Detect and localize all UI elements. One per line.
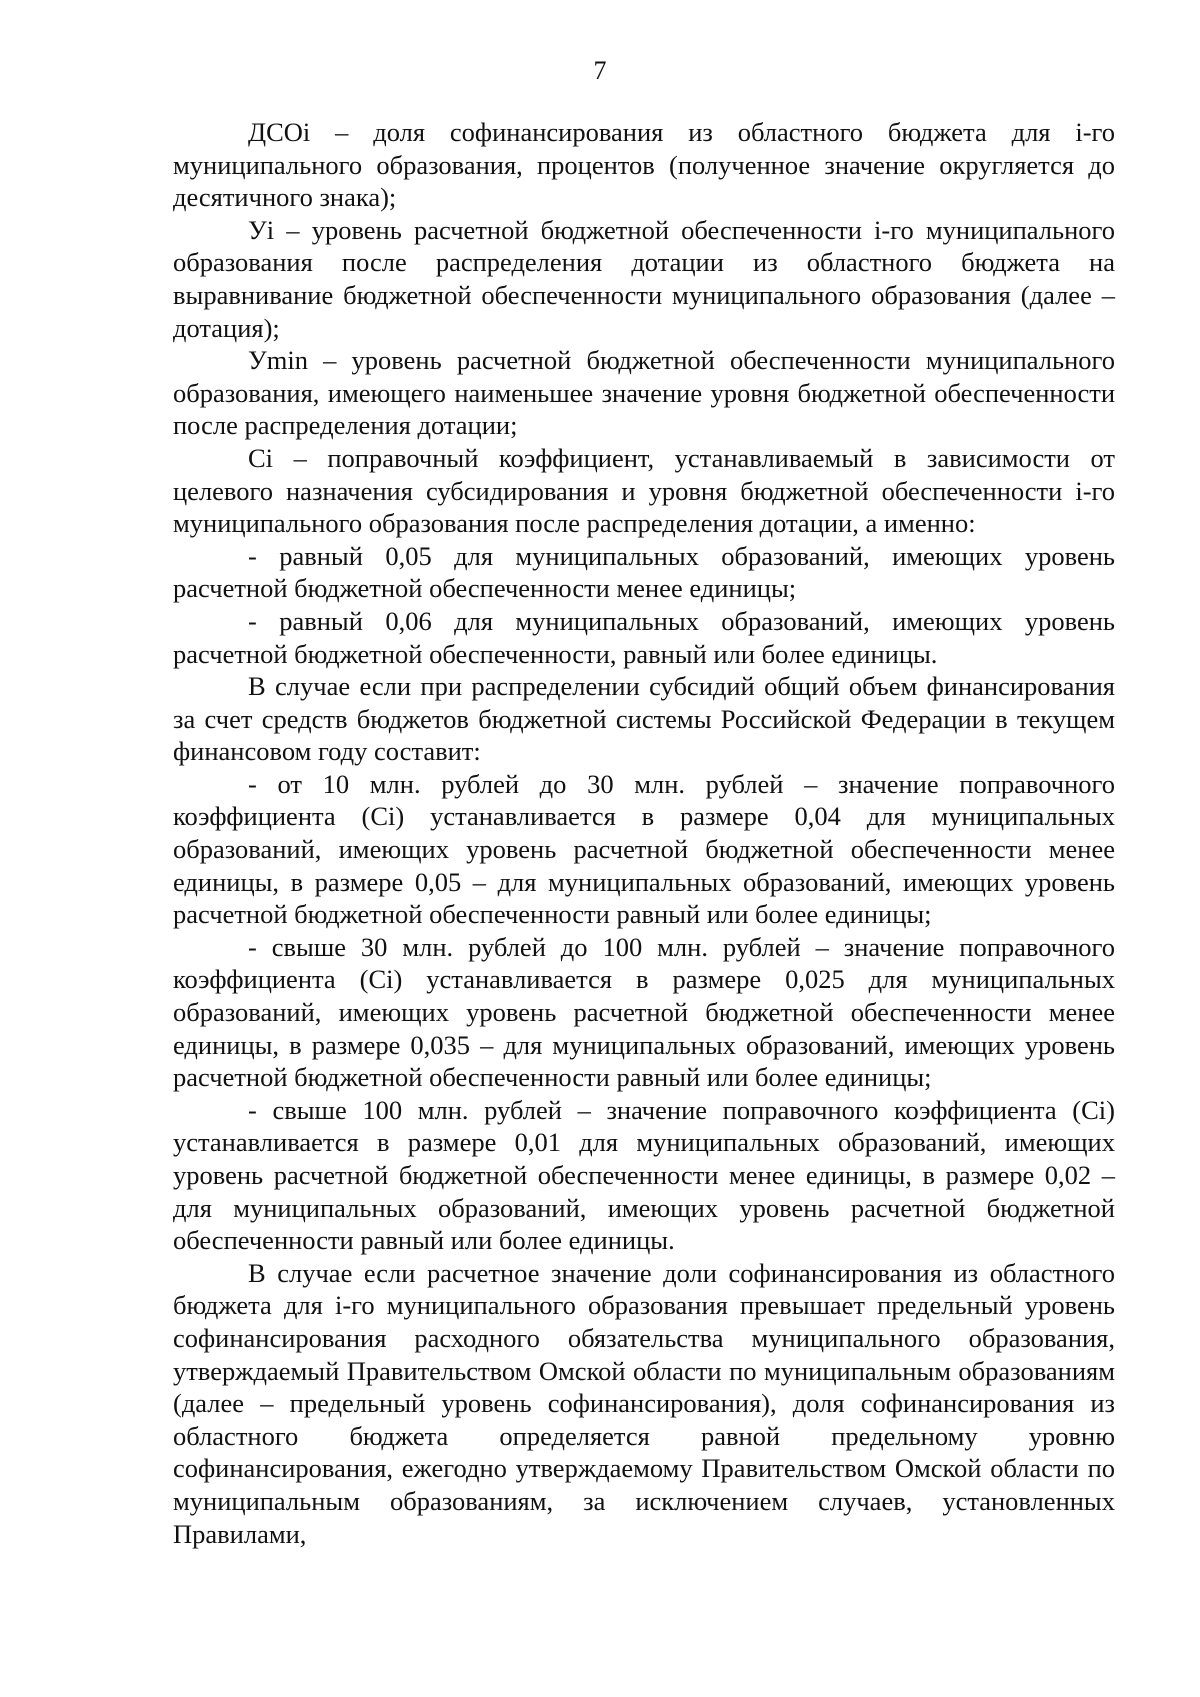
document-body	[173, 116, 1115, 1550]
list-item-range-over-100: - свыше 100 млн. рублей – значение поправочного коэффициента (Сi) устанавливается в размере 0,01 для муниципальных образований, имеющих уровень расчетной бюджетной обеспеченности менее единицы, в размере 0,02 – для муниципальных образований, имеющих уровень расчетной бюджетной обеспеченности равный или более единицы.	[173, 1094, 1115, 1256]
list-item-coefficient-005: - равный 0,05 для муниципальных образований, имеющих уровень расчетной бюджетной обеспеченности менее единицы;	[173, 540, 1115, 604]
page-number: 7	[593, 56, 607, 85]
definition-ci: Сi – поправочный коэффициент, устанавливаемый в зависимости от целевого назначения субсидирования и уровня бюджетной обеспеченности i-го муниципального образования после распределения дотации, а именно:	[173, 442, 1115, 539]
list-item-coefficient-006: - равный 0,06 для муниципальных образований, имеющих уровень расчетной бюджетной обеспеченности, равный или более единицы.	[173, 605, 1115, 669]
cofinancing-limit-paragraph: В случае если расчетное значение доли софинансирования из областного бюджета для i-го муниципального образования превышает предельный уровень софинансирования расходного обязательства муниципального образования, утверждаемый Правительством Омской области по муниципальным образованиям (далее – предельный уровень софинансирования), доля софинансирования из областного бюджета определяется равной предельному уровню софинансирования, ежегодно утверждаемому Правительством Омской области по муниципальным образованиям, за исключением случаев, установленных Правилами,	[173, 1257, 1115, 1549]
list-item-range-10-30: - от 10 млн. рублей до 30 млн. рублей – значение поправочного коэффициента (Сi) устанавливается в размере 0,04 для муниципальных образований, имеющих уровень расчетной бюджетной обеспеченности менее единицы, в размере 0,05 – для муниципальных образований, имеющих уровень расчетной бюджетной обеспеченности равный или более единицы;	[173, 768, 1115, 930]
funding-volume-paragraph: В случае если при распределении субсидий общий объем финансирования за счет средств бюджетов бюджетной системы Российской Федерации в текущем финансовом году составит:	[173, 671, 1115, 767]
definition-dsoi: ДСОi – доля софинансирования из областного бюджета для i-го муниципального образования, процентов (полученное значение округляется до десятичного знака);	[173, 117, 1115, 213]
list-item-range-30-100: - свыше 30 млн. рублей до 100 млн. рублей – значение поправочного коэффициента (Сi) устанавливается в размере 0,025 для муниципальных образований, имеющих уровень расчетной бюджетной обеспеченности менее единицы, в размере 0,035 – для муниципальных образований, имеющих уровень расчетной бюджетной обеспеченности равный или более единицы;	[173, 931, 1115, 1093]
definition-umin: Уmin – уровень расчетной бюджетной обеспеченности муниципального образования, имеющего наименьшее значение уровня бюджетной обеспеченности после распределения дотации;	[173, 345, 1115, 441]
definition-ui: Уi – уровень расчетной бюджетной обеспеченности i-го муниципального образования после распределения дотации из областного бюджета на выравнивание бюджетной обеспеченности муниципального образования (далее – дотация);	[173, 214, 1115, 343]
